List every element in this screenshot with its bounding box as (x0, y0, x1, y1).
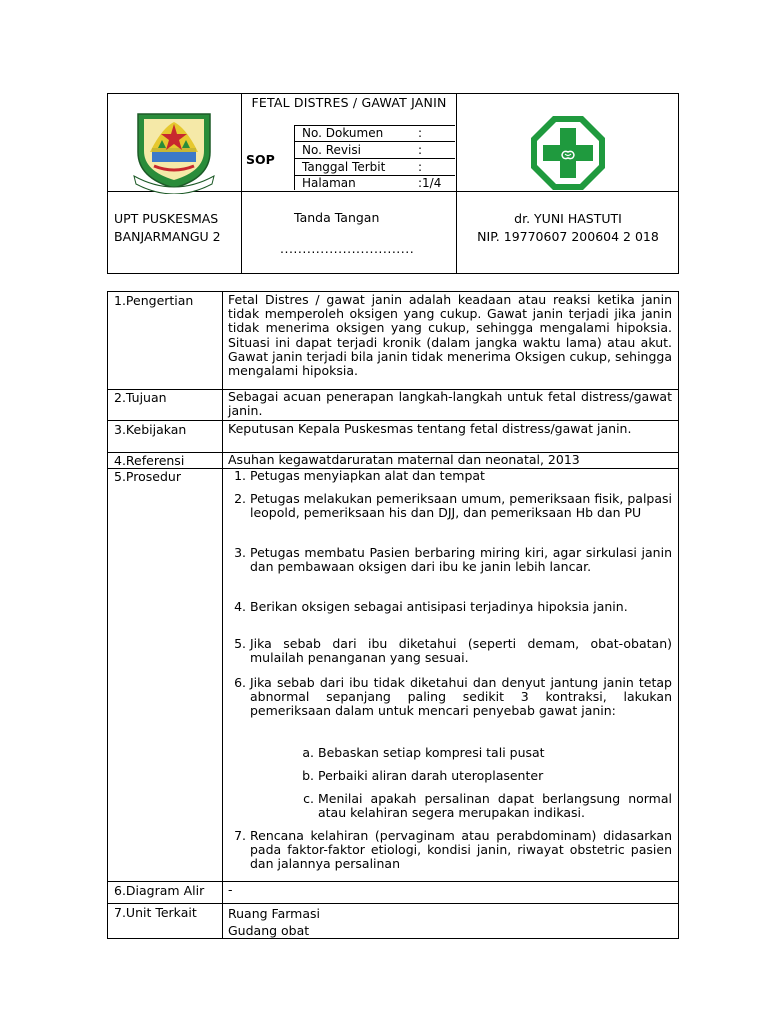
label-kebijakan: 3.Kebijakan (114, 422, 187, 437)
meta-label-no-dokumen: No. Dokumen (302, 126, 384, 140)
organization-line-1: UPT PUSKESMAS (114, 211, 219, 226)
header-divider (241, 94, 242, 273)
step-number: 3. (234, 545, 246, 560)
procedure-substep (302, 745, 672, 760)
label-tujuan: 2.Tujuan (114, 390, 167, 405)
step-text: Jika sebab dari ibu tidak diketahui dan denyut jantung janin tetap abnormal sepanjang paling sedikit 3 kontraksi, lakukan pemeriksaan dalam untuk mencari penyebab gawat janin: (250, 675, 672, 719)
label-referensi: 4.Referensi (114, 453, 185, 468)
step-text: Petugas membatu Pasien berbaring miring kiri, agar sirkulasi janin dan pembawaan oksigen dari ibu ke janin lebih lancar. (250, 545, 672, 575)
substep-letter: a. (302, 745, 314, 760)
organization-line-2: BANJARMANGU 2 (114, 229, 221, 244)
header-divider (456, 94, 457, 273)
row-divider (108, 881, 678, 882)
unit-line-2: Gudang obat (228, 923, 310, 938)
procedure-step (234, 828, 672, 872)
document-title: FETAL DISTRES / GAWAT JANIN (251, 95, 447, 110)
puskesmas-logo (529, 114, 607, 192)
label-diagram-alir: 6.Diagram Alir (114, 883, 205, 898)
organization-name (114, 210, 221, 246)
step-text: Petugas melakukan pemeriksaan umum, pemeriksaan fisik, palpasi leopold, pemeriksaan his dan DJJ, dan pemeriksaan Hb dan PU (250, 491, 673, 521)
step-number: 7. (234, 828, 246, 843)
text-tujuan: Sebagai acuan penerapan langkah-langkah untuk fetal distress/gawat janin. (228, 389, 672, 419)
substep-text: Menilai apakah persalinan dapat berlangsung normal atau kelahiran segera merupakan indikasi. (318, 791, 672, 821)
header-divider (294, 158, 455, 159)
step-number: 6. (234, 675, 246, 690)
row-divider (108, 903, 678, 904)
meta-value-no-dokumen: : (418, 126, 423, 140)
step-number: 2. (234, 491, 246, 506)
meta-label-halaman: Halaman (302, 176, 356, 190)
procedure-substep (303, 791, 672, 821)
text-kebijakan: Keputusan Kepala Puskesmas tentang fetal distress/gawat janin. (228, 421, 632, 436)
step-number: 5. (234, 636, 246, 651)
label-prosedur: 5.Prosedur (114, 469, 181, 484)
signature-line: .............................. (280, 241, 415, 256)
procedure-step (234, 636, 672, 666)
step-text: Rencana kelahiran (pervaginam atau perabdominam) didasarkan pada faktor-faktor etiologi, kondisi janin, riwayat obstetric pasien dan jalannya persalinan (250, 828, 672, 872)
procedure-step (234, 675, 672, 719)
doctor-nip: NIP. 19770607 200604 2 018 (477, 229, 659, 244)
unit-line-1: Ruang Farmasi (228, 906, 320, 921)
procedure-step (234, 491, 673, 521)
doctor-name: dr. YUNI HASTUTI (514, 211, 622, 226)
substep-letter: b. (302, 768, 314, 783)
procedure-step (234, 468, 672, 483)
step-number: 1. (234, 468, 246, 483)
meta-value-halaman: :1/4 (418, 176, 442, 190)
substep-text: Bebaskan setiap kompresi tali pusat (318, 745, 545, 760)
label-unit-terkait: 7.Unit Terkait (114, 905, 197, 920)
text-pengertian: Fetal Distres / gawat janin adalah keadaan atau reaksi ketika janin tidak memperoleh oksigen yang cukup. Gawat janin terjadi jika janin tidak menerima oksigen yang cukup, sehingga mengalami hipoksia. Situasi ini dapat terjadi kronik (dalam jangka waktu lama) atau akut. Gawat janin terjadi bila janin tidak menerima Oksigen cukup, sehingga mengalami hipoksia. (228, 292, 672, 379)
procedure-table (107, 291, 679, 939)
meta-value-tanggal-terbit: : (418, 160, 423, 174)
header-table (107, 93, 679, 274)
step-text: Petugas menyiapkan alat dan tempat (250, 468, 485, 483)
step-text: Jika sebab dari ibu diketahui (seperti demam, obat-obatan) mulailah penanganan yang sesuai. (250, 636, 672, 666)
header-divider (294, 141, 455, 142)
signature-label: Tanda Tangan (294, 210, 380, 225)
procedure-substep (302, 768, 672, 783)
label-pengertian: 1.Pengertian (114, 293, 194, 308)
doctor-block (463, 210, 673, 246)
meta-label-no-revisi: No. Revisi (302, 143, 361, 157)
procedure-step (234, 545, 672, 575)
text-diagram-alir: - (228, 882, 233, 897)
step-text: Berikan oksigen sebagai antisipasi terjadinya hipoksia janin. (250, 599, 628, 614)
text-referensi: Asuhan kegawatdaruratan maternal dan neonatal, 2013 (228, 452, 580, 467)
meta-label-tanggal-terbit: Tanggal Terbit (302, 160, 386, 174)
procedure-step (234, 599, 672, 614)
step-number: 4. (234, 599, 246, 614)
substep-letter: c. (303, 791, 314, 806)
sop-label: SOP (246, 152, 275, 167)
substep-text: Perbaiki aliran darah uteroplasenter (318, 768, 544, 783)
banjarnegara-crest-logo (132, 108, 216, 194)
meta-value-no-revisi: : (418, 143, 423, 157)
text-unit-terkait (228, 905, 672, 939)
